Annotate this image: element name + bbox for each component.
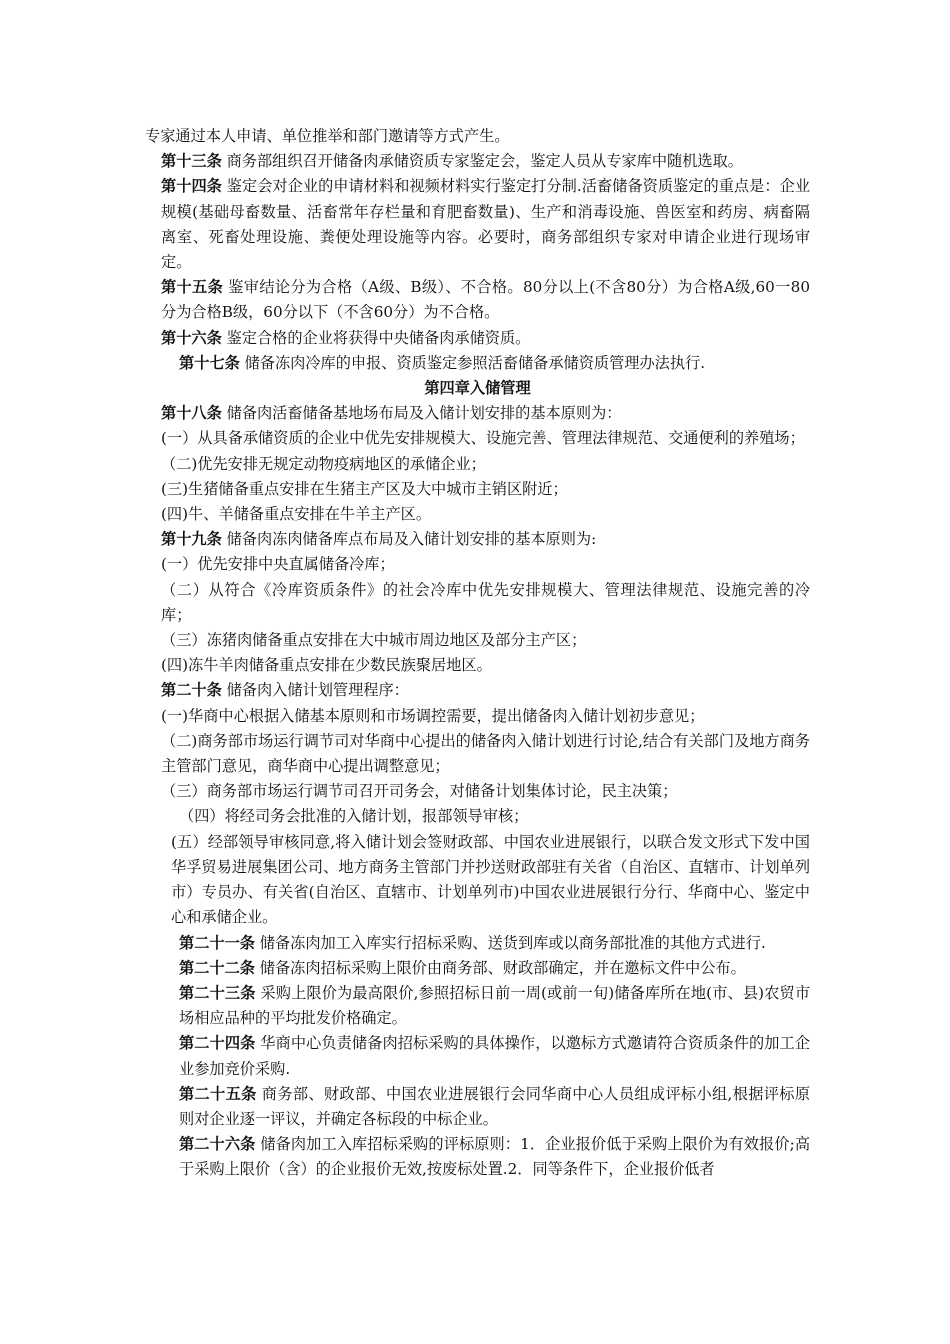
- article-17: 第十七条 储备冻肉冷库的申报、资质鉴定参照活畜储备承储资质管理办法执行.: [179, 353, 706, 372]
- article-13: 第十三条 商务部组织召开储备肉承储资质专家鉴定会，鉴定人员从专家库中随机选取。: [161, 152, 743, 171]
- article-number: 第十五条: [161, 278, 224, 297]
- article-number: 第二十四条: [179, 1034, 256, 1053]
- article-25: 第二十五条 商务部、财政部、中国农业进展银行会同华商中心人员组成评标小组,根据评标原则对企业逐一评议，并确定各标段的中标企业。: [179, 1084, 811, 1128]
- article-18: 第十八条 储备肉活畜储备基地场布局及入储计划安排的基本原则为：: [161, 404, 622, 423]
- list-item: (四)冻牛羊肉储备重点安排在少数民族聚居地区。: [161, 656, 492, 675]
- article-15: 第十五条 鉴审结论分为合格（A级、B级）、不合格。80分以上(不含80分）为合格A级,60一80分为合格B级，60分以下（不含60分）为不合格。: [161, 278, 810, 322]
- article-14: 第十四条 鉴定会对企业的申请材料和视频材料实行鉴定打分制.活畜储备资质鉴定的重点是：企业规模(基础母畜数量、活畜常年存栏量和育肥畜数量)、生产和消毒设施、兽医室和药房、病畜隔离室、死畜处理设施、粪便处理设施等内容。必要时，商务部组织专家对申请企业进行现场审定。: [161, 177, 811, 272]
- article-number: 第十八条: [161, 404, 222, 423]
- article-number: 第二十六条: [179, 1135, 256, 1154]
- article-number: 第二十三条: [179, 983, 256, 1002]
- article-24: 第二十四条 华商中心负责储备肉招标采购的具体操作，以邀标方式邀请符合资质条件的加工企业参加竞价采购.: [179, 1034, 811, 1078]
- list-item: （二)优先安排无规定动物疫病地区的承储企业；: [161, 454, 486, 473]
- article-number: 第二十条: [161, 681, 222, 700]
- list-item: （三）冻猪肉储备重点安排在大中城市周边地区及部分主产区；: [161, 631, 587, 650]
- article-21: 第二十一条 储备冻肉加工入库实行招标采购、送货到库或以商务部批准的其他方式进行.: [179, 933, 766, 952]
- article-19: 第十九条 储备肉冻肉储备库点布局及入储计划安排的基本原则为:: [161, 530, 597, 549]
- article-number: 第二十五条: [179, 1084, 257, 1103]
- list-item: (一）优先安排中央直属储备冷库；: [161, 555, 395, 574]
- article-26: 第二十六条 储备肉加工入库招标采购的评标原则：1．企业报价低于采购上限价为有效报价;高于采购上限价（含）的企业报价无效,按废标处置.2．同等条件下，企业报价低者: [179, 1135, 811, 1179]
- article-23: 第二十三条 采购上限价为最高限价,参照招标日前一周(或前一旬)储备库所在地(市、县)农贸市场相应品种的平均批发价格确定。: [179, 983, 811, 1028]
- article-number: 第十四条: [161, 177, 222, 196]
- chapter-title: 第四章入储管理: [424, 379, 531, 398]
- list-item: (三)生猪储备重点安排在生猪主产区及大中城市主销区附近；: [161, 479, 568, 498]
- article-number: 第十九条: [161, 530, 222, 549]
- article-number: 第二十二条: [179, 958, 255, 977]
- article-22: 第二十二条 储备冻肉招标采购上限价由商务部、财政部确定，并在邀标文件中公布。: [179, 958, 746, 977]
- list-item: （二）从符合《冷库资质条件》的社会冷库中优先安排规模大、管理法律规范、设施完善的冷库；: [161, 580, 810, 624]
- document-body: [145, 124, 810, 1183]
- article-number: 第十三条: [161, 152, 222, 171]
- list-item: (四)牛、羊储备重点安排在牛羊主产区。: [161, 505, 432, 524]
- list-item: (五）经部领导审核同意,将入储计划会签财政部、中国农业进展银行，以联合发文形式下发中国华孚贸易进展集团公司、地方商务主管部门并抄送财政部驻有关省（自治区、直辖市、计划单列市）专员办、有关省(自治区、直辖市、计划单列市)中国农业进展银行分行、华商中心、鉴定中心和承储企业。: [171, 832, 810, 927]
- article-20: 第二十条 储备肉入储计划管理程序：: [161, 681, 409, 700]
- paragraph: 专家通过本人申请、单位推举和部门邀请等方式产生。: [145, 127, 510, 145]
- list-item: （二)商务部市场运行调节司对华商中心提出的储备肉入储计划进行讨论,结合有关部门及地方商务主管部门意见，商华商中心提出调整意见；: [161, 731, 810, 776]
- article-number: 第十六条: [161, 328, 222, 347]
- article-16: 第十六条 鉴定合格的企业将获得中央储备肉承储资质。: [161, 328, 531, 347]
- article-number: 第十七条: [179, 353, 240, 372]
- list-item: (一)华商中心根据入储基本原则和市场调控需要，提出储备肉入储计划初步意见；: [161, 706, 705, 725]
- list-item: （四）将经司务会批准的入储计划，报部领导审核；: [179, 807, 529, 826]
- list-item: （三）商务部市场运行调节司召开司务会，对储备计划集体讨论，民主决策；: [161, 782, 678, 801]
- list-item: (一）从具备承储资质的企业中优先安排规模大、设施完善、管理法律规范、交通便利的养殖场；: [161, 429, 805, 448]
- article-number: 第二十一条: [179, 933, 255, 952]
